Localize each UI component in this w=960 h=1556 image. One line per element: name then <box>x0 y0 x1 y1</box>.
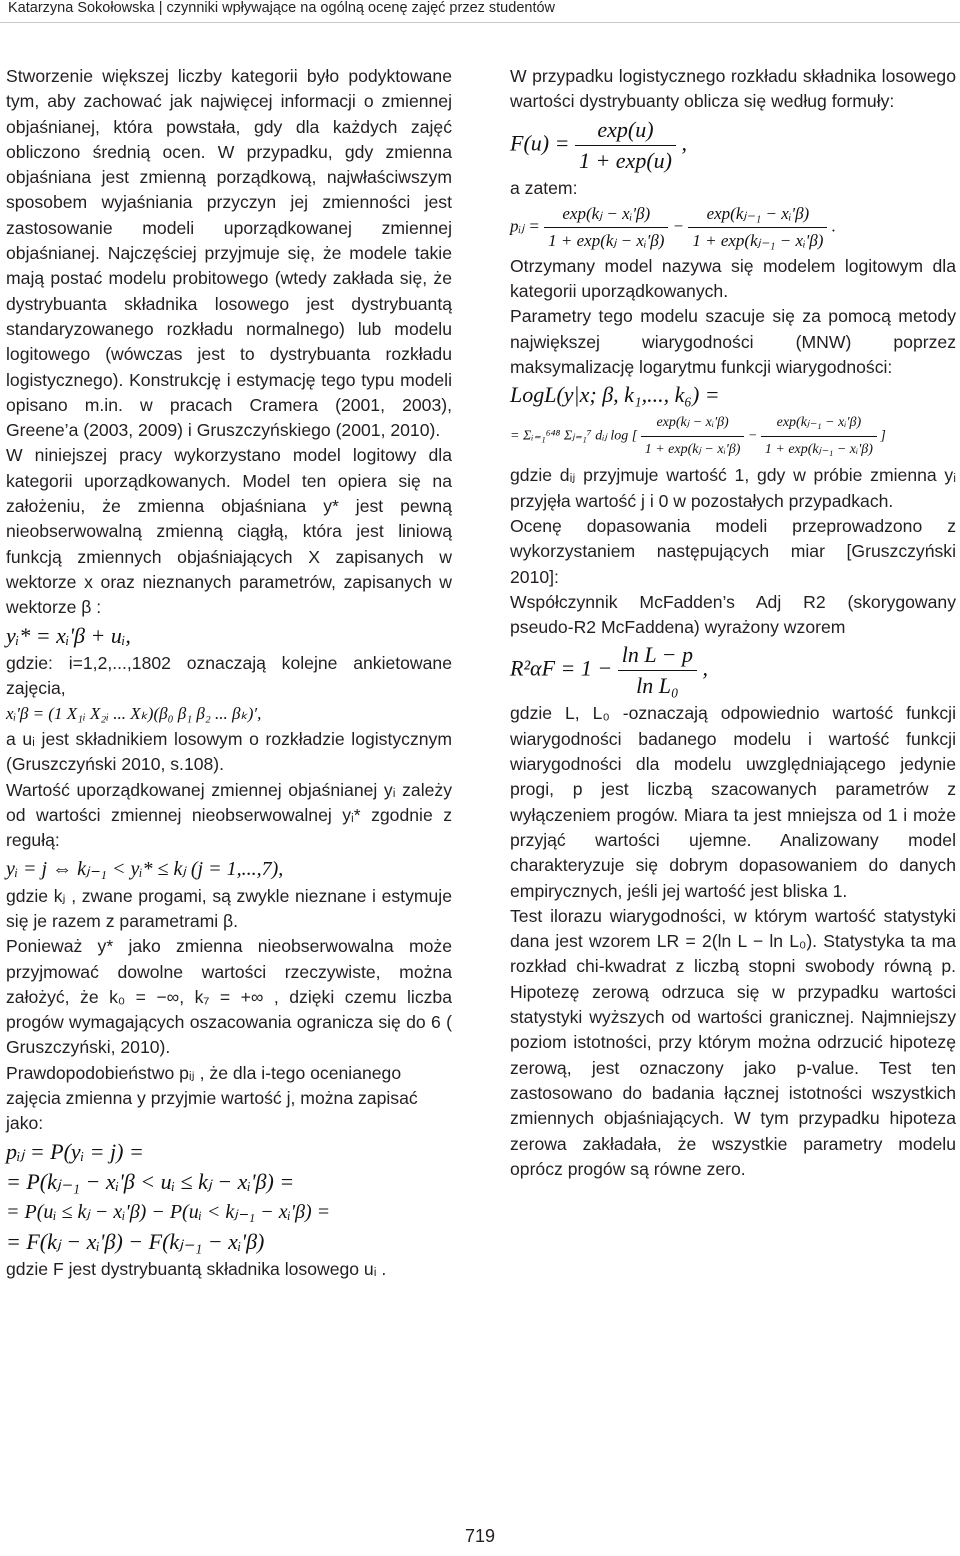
denominator: 1 + exp(kⱼ − xᵢ'β) <box>548 230 665 250</box>
numerator: exp(kⱼ − xᵢ'β) <box>544 201 668 228</box>
paragraph: Stworzenie większej liczby kategorii było podyktowane tym, aby zachować jak najwięcej informacji o zmiennej objaśnianej, która powstała, gdy dla każdych zajęć obliczono średnią ocen. W przypadku, gdy zmienna objaśniana jest zmienną porządkową, najwłaściwszym sposobem wyjaśniania przyczyn jej zmienności jest zastosowanie modeli uporządkowanej zmiennej objaśnianej. Najczęściej przyjmuje się, że modele takie mają postać modelu probitowego (wtedy zakłada się, że dystrybuanta składnika losowego jest dystrybuantą standaryzowanego rozkładu normalnego) lub modelu logitowego (wówczas jest to dystrybuanta rozkładu logistycznego). Konstrukcję i estymację tego typu modeli opisano m.in. w pracach Cramera (2001, 2003), Greene’a (2003, 2009) i Gruszczyńskiego (2001, 2010). <box>6 66 452 441</box>
minus-sign: − <box>747 429 758 445</box>
right-column <box>510 64 956 1182</box>
paragraph: W niniejszej pracy wykorzystano model logitowy dla kategorii uporządkowanych. Model ten opiera się na założeniu, że zmienna objaśniana y* jest pewną nieobserwowalną zmienną ciągłą, która jest liniową funkcją zmiennych objaśniających X zapisanych w wektorze x oraz nieznanych parametrów, zapisanych w wektorze β : <box>6 445 452 618</box>
paragraph: W przypadku logistycznego rozkładu składnika losowego wartości dystrybuanty oblicza się według formuły: <box>510 66 956 112</box>
equation-linear-predictor: xᵢ'β = (1 X₁ᵢ X₂ᵢ ... Xₖ)(β₀ β₁ β₂ ... βₖ)′, <box>6 704 262 724</box>
paragraph: Współczynnik McFadden’s Adj R2 (skorygowany pseudo-R2 McFaddena) wyrażony wzorem <box>510 591 956 638</box>
fraction <box>575 115 676 176</box>
paragraph: a uᵢ jest składnikiem losowym o rozkładzie logistycznym (Gruszczyński 2010, s.108). <box>6 729 452 775</box>
equation-latent-model: yᵢ* = xᵢ'β + uᵢ, <box>6 622 131 648</box>
numerator: ln L − p <box>618 640 697 671</box>
fraction <box>544 201 668 254</box>
equation-probability-line-4: = F(kⱼ − xᵢ'β) − F(kⱼ₋₁ − xᵢ'β) <box>6 1228 265 1254</box>
minus-sign: − <box>672 216 685 236</box>
equation-probability-line-2: = P(kⱼ₋₁ − xᵢ'β < uᵢ ≤ kⱼ − xᵢ'β) = <box>6 1168 295 1194</box>
equation-tail: , <box>681 130 687 156</box>
equation-logistic-cdf <box>510 115 956 176</box>
equation-log-likelihood-line-1: LogL(y|x; β, k₁,..., k₆) = <box>510 382 720 408</box>
paragraph: gdzie L, L₀ -oznaczają odpowiednio wartość funkcji wiarygodności badanego modelu i wartość funkcji wiarygodności dla modelu uwzględniającego jedynie progi, p jest liczbą szacowanych parametrów z wyłączeniem progów. Miara ta jest mniejsza od 1 i może przyjąć wartości ujemne. Analizowany model charakteryzuje się dobrym dopasowaniem do danych empirycznych, jeśli jej wartość jest bliska 1. <box>510 703 956 901</box>
denominator: ln L₀ <box>636 673 679 699</box>
paragraph: Ponieważ y* jako zmienna nieobserwowalna może przyjmować dowolne wartości rzeczywiste, można założyć, że k₀ = −∞, k₇ = +∞ , dzięki czemu liczba progów wymagających oszacowania ogranicza się do 6 ( Gruszczyński, 2010). <box>6 936 452 1058</box>
equation-probability-logit <box>510 201 956 254</box>
numerator: exp(u) <box>575 115 676 146</box>
paragraph: gdzie kⱼ , zwane progami, są zwykle nieznane i estymuje się je razem z parametrami β. <box>6 885 452 931</box>
numerator: exp(kⱼ₋₁ − xᵢ'β) <box>761 410 877 437</box>
paragraph: Otrzymany model nazywa się modelem logitowym dla kategorii uporządkowanych. <box>510 255 956 302</box>
equation-tail: ] <box>880 429 886 445</box>
equation-tail: , <box>702 656 709 681</box>
paragraph: a zatem: <box>510 177 578 198</box>
paragraph: Parametry tego modelu szacuje się za pomocą metody największej wiarygodności (MNW) poprzez maksymalizację logarytmu funkcji wiarygodności: <box>510 306 956 378</box>
equation-lhs: F(u) = <box>510 130 570 156</box>
fraction <box>618 640 697 701</box>
fraction <box>688 201 827 254</box>
paragraph: gdzie dᵢⱼ przyjmuje wartość 1, gdy w próbie zmienna yᵢ przyjęła wartość j i 0 w pozostałych przypadkach. <box>510 465 956 511</box>
fraction <box>641 410 745 463</box>
equation-probability-line-1: pᵢⱼ = P(yᵢ = j) = <box>6 1138 144 1164</box>
left-column <box>6 64 452 1282</box>
fraction <box>761 410 877 463</box>
equation-probability-line-3: = P(uᵢ ≤ kⱼ − xᵢ'β) − P(uᵢ < kⱼ₋₁ − xᵢ'β) = <box>6 1200 331 1223</box>
denominator: 1 + exp(kⱼ₋₁ − xᵢ'β) <box>692 230 824 250</box>
equation-threshold-rule: yᵢ = j ⇔ kⱼ₋₁ < yᵢ* ≤ kⱼ (j = 1,...,7), <box>6 857 284 880</box>
equation-log-likelihood-line-2 <box>510 410 956 463</box>
denominator: 1 + exp(u) <box>578 147 672 173</box>
denominator: 1 + exp(kⱼ₋₁ − xᵢ'β) <box>764 442 873 458</box>
paragraph: Prawdopodobieństwo pᵢⱼ , że dla i-tego ocenianego zajęcia zmienna y przyjmie wartość j, można zapisać jako: <box>6 1062 418 1134</box>
equation-mcfadden <box>510 640 956 701</box>
running-head: Katarzyna Sokołowska | czynniki wpływające na ogólną ocenę zajęć przez studentów <box>8 0 556 16</box>
equation-lhs: pᵢⱼ = <box>510 216 540 236</box>
paragraph: Ocenę dopasowania modeli przeprowadzono z wykorzystaniem następujących miar [Gruszczyński 2010]: <box>510 515 956 587</box>
denominator: 1 + exp(kⱼ − xᵢ'β) <box>644 442 741 458</box>
header-rule <box>0 22 960 23</box>
page-number: 719 <box>464 1526 496 1546</box>
numerator: exp(kⱼ − xᵢ'β) <box>641 410 745 437</box>
equation-lhs: = Σᵢ₌₁⁶⁴⁸ Σⱼ₌₁⁷ dᵢⱼ log [ <box>510 429 638 445</box>
equation-lhs: R²αF = 1 − <box>510 656 613 681</box>
numerator: exp(kⱼ₋₁ − xᵢ'β) <box>688 201 827 228</box>
paragraph: gdzie F jest dystrybuantą składnika losowego uᵢ . <box>6 1258 387 1279</box>
equation-tail: . <box>831 216 836 236</box>
paragraph: gdzie: i=1,2,...,1802 oznaczają kolejne ankietowane zajęcia, <box>6 652 452 698</box>
paragraph: Wartość uporządkowanej zmiennej objaśnianej yᵢ zależy od wartości zmiennej nieobserwowalnej yᵢ* zgodnie z regułą: <box>6 779 452 851</box>
paragraph: Test ilorazu wiarygodności, w którym wartość statystyki dana jest wzorem LR = 2(ln L − ln L₀). Statystyka ta ma rozkład chi-kwadrat z liczbą stopni swobody równą p. Hipotezę zerową odrzuca się w przypadku wartości statystyki wyższych od wartości granicznej. Najmniejszy poziom istotności, przy którym można odrzucić hipotezę zerową, jest oznaczony jako p-value. Test ten zastosowano do badania łącznej istotności wszystkich zmiennych objaśniających. W tym przypadku hipoteza zerowa zakładała, że wszystkie parametry modelu oprócz progów są równe zero. <box>510 905 956 1179</box>
